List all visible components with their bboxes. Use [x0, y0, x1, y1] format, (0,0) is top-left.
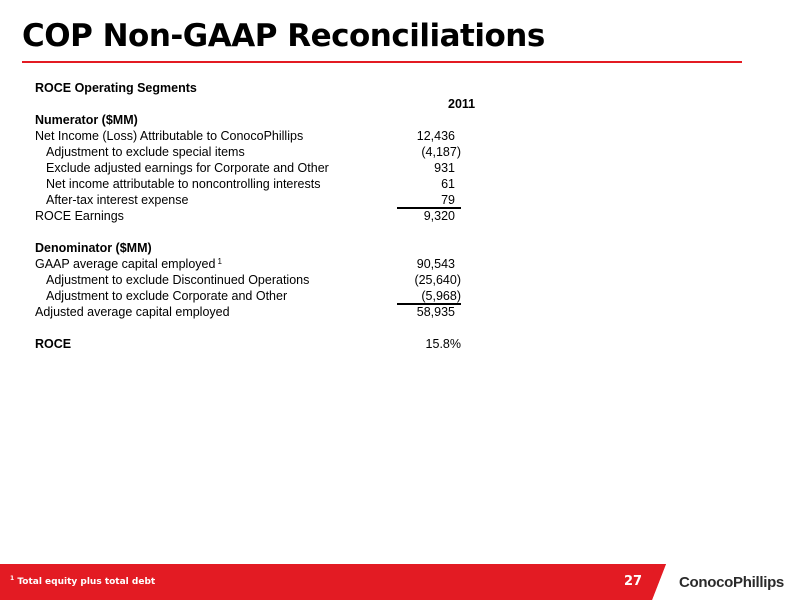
total-value: 58,935: [416, 305, 455, 319]
section-title: ROCE Operating Segments: [35, 81, 197, 95]
title-divider: [22, 61, 742, 63]
row-value: 61: [441, 177, 455, 191]
row-value: 12,436: [416, 129, 455, 143]
roce-row: [35, 336, 475, 352]
row-value: (5,968): [421, 289, 461, 303]
row-label: Net Income (Loss) Attributable to ConocoPhillips: [35, 129, 304, 143]
table-row: [35, 160, 475, 176]
total-row: [35, 208, 475, 224]
row-label: Adjustment to exclude special items: [46, 145, 245, 159]
denominator-heading: Denominator ($MM): [35, 241, 152, 255]
footnote-marker: 1: [10, 575, 15, 582]
column-header-year: 2011: [448, 97, 476, 111]
table-row: [35, 128, 475, 144]
page-number: 27: [624, 574, 643, 589]
roce-reconciliation-table: [35, 80, 475, 352]
total-row: [35, 304, 475, 320]
column-header-row: [35, 96, 475, 112]
row-label: Adjustment to exclude Corporate and Other: [46, 289, 288, 303]
footnote-text: Total equity plus total debt: [17, 577, 156, 587]
row-value: (25,640): [414, 273, 461, 287]
numerator-heading-row: [35, 112, 475, 128]
row-label: GAAP average capital employed $^1$: [35, 257, 222, 271]
row-label: Exclude adjusted earnings for Corporate and Other: [46, 161, 329, 175]
roce-value: 15.8%: [425, 337, 461, 351]
page-title: COP Non-GAAP Reconciliations: [22, 18, 545, 54]
roce-label: ROCE: [35, 337, 72, 351]
table-row: [35, 256, 475, 272]
total-label: Adjusted average capital employed: [35, 305, 230, 319]
conocophillips-logo: ConocoPhillips: [679, 574, 784, 591]
total-value: 9,320: [423, 209, 455, 223]
footnote: [10, 575, 155, 587]
row-value: (4,187): [421, 145, 461, 159]
row-value: 79: [441, 193, 455, 207]
table-row: [35, 192, 475, 208]
row-label: After-tax interest expense: [46, 193, 189, 207]
table-row: [35, 176, 475, 192]
row-value: 931: [434, 161, 455, 175]
numerator-heading: Numerator ($MM): [35, 113, 138, 127]
footnote-marker: 1: [217, 257, 222, 266]
row-label: Net income attributable to noncontrolling interests: [46, 177, 321, 191]
table-row: [35, 272, 475, 288]
total-label: ROCE Earnings: [35, 209, 124, 223]
row-label: Adjustment to exclude Discontinued Operations: [46, 273, 310, 287]
table-row: [35, 144, 475, 160]
table-row: [35, 288, 475, 304]
section-title-row: [35, 80, 475, 96]
denominator-heading-row: [35, 240, 475, 256]
row-value: 90,543: [416, 257, 455, 271]
